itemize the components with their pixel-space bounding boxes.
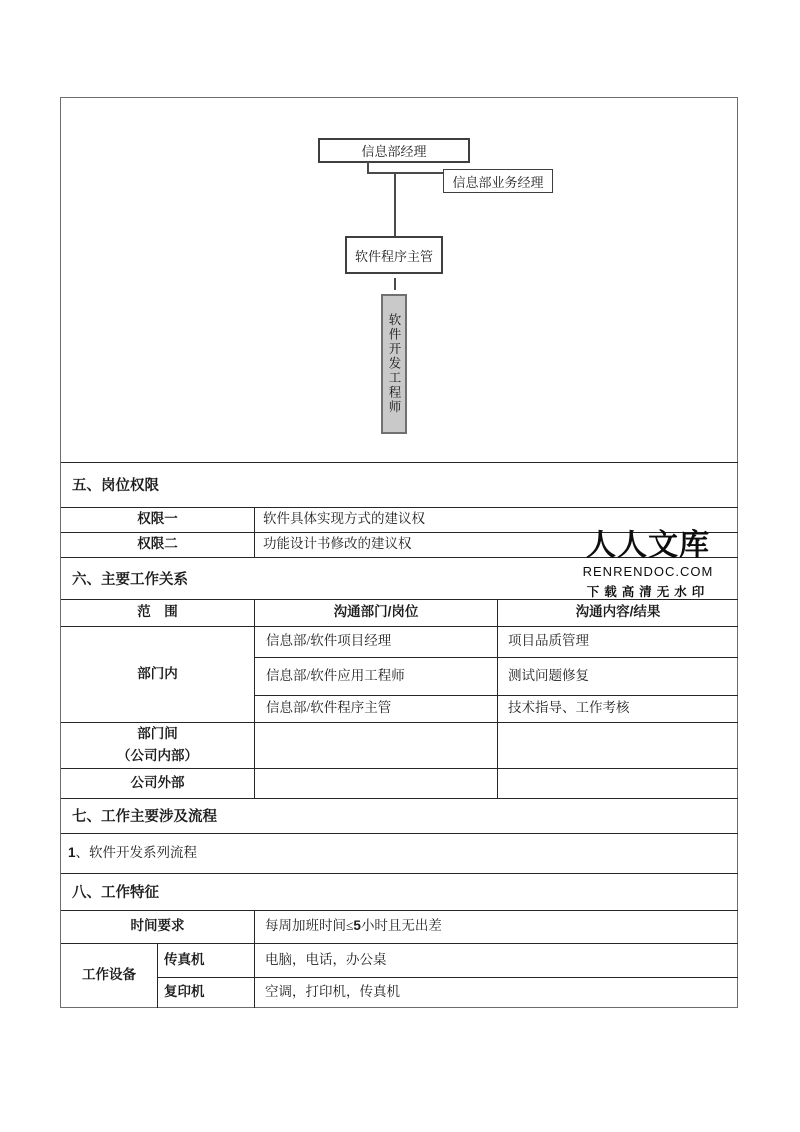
connector-line: [367, 172, 445, 174]
connector-line: [394, 173, 396, 236]
org-box-label: 信息部经理: [361, 144, 427, 159]
equipment-row-fax-content: 电脑，电话，办公桌: [265, 951, 387, 967]
col-header-result: 沟通内容/结果: [575, 604, 661, 620]
equipment-row-copier-content: 空调，打印机，传真机: [265, 984, 400, 1000]
table-line: [254, 599, 255, 798]
col-header-dept: 沟通部门/岗位: [333, 604, 419, 620]
time-requirement-content: [265, 910, 725, 943]
authority-2-label: 权限二: [137, 536, 178, 552]
watermark-domain: RENRENDOC.COM: [582, 564, 714, 579]
table-line: [497, 599, 498, 798]
time-content-number: 5: [353, 918, 361, 934]
time-content-pre: 每周加班时间≤: [265, 918, 354, 934]
internal-row-result: 技术指导、工作考核: [508, 700, 630, 716]
org-box-software-supervisor: [345, 236, 443, 274]
org-box-label: 软件程序主管: [354, 248, 433, 264]
scope-internal-label: 部门内: [137, 665, 178, 681]
equipment-label: 工作设备: [82, 967, 136, 983]
process-item-number: 1: [68, 844, 76, 860]
process-item: [68, 833, 568, 873]
section-5-title: 五、岗位权限: [72, 478, 159, 494]
watermark-tagline: 下载高清无水印: [586, 585, 710, 599]
watermark: [578, 529, 718, 600]
internal-row-result: 测试问题修复: [508, 667, 589, 683]
scope-external-label: 公司外部: [130, 774, 185, 790]
watermark-brand: 人人文库: [586, 529, 710, 562]
scope-interdept-line1: 部门间: [137, 726, 178, 741]
col-header-scope: 范 围: [137, 604, 178, 620]
authority-1-content: 软件具体实现方式的建议权: [263, 511, 425, 527]
equipment-row-fax-label: 传真机: [164, 951, 205, 967]
org-box-info-dept-manager: [318, 138, 470, 163]
time-content-post: 小时且无出差: [360, 918, 442, 934]
section-7-title: 七、工作主要涉及流程: [72, 809, 217, 825]
org-box-label: 软件开发工程师: [387, 313, 401, 415]
org-box-business-manager: [443, 169, 553, 193]
internal-row-dept: 信息部/软件项目经理: [266, 633, 392, 649]
section-6-title: 六、主要工作关系: [72, 571, 188, 588]
authority-2-content: 功能设计书修改的建议权: [263, 536, 412, 552]
connector-line: [394, 278, 396, 290]
process-item-text: 、软件开发系列流程: [75, 844, 198, 860]
org-box-software-engineer: [381, 294, 407, 434]
table-line: [157, 943, 158, 1008]
table-line: [254, 910, 255, 1008]
scope-interdept-label: [61, 722, 254, 768]
internal-row-result: 项目品质管理: [508, 633, 589, 649]
org-box-label: 信息部业务经理: [452, 174, 544, 190]
equipment-row-copier-label: 复印机: [164, 984, 205, 1000]
internal-row-dept: 信息部/软件程序主管: [266, 700, 392, 716]
internal-row-dept: 信息部/软件应用工程师: [266, 667, 405, 683]
section-8-title: 八、工作特征: [72, 885, 159, 901]
time-requirement-label: 时间要求: [130, 918, 185, 934]
table-line: [254, 507, 255, 557]
scope-interdept-line2: （公司内部）: [117, 748, 198, 763]
authority-1-label: 权限一: [137, 511, 178, 527]
